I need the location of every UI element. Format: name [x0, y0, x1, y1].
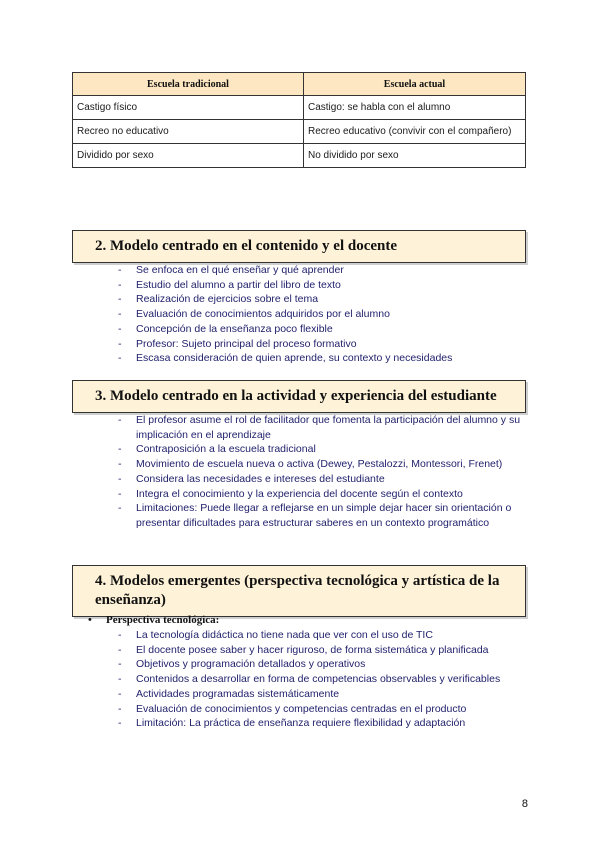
table-cell: Recreo educativo (convivir con el compañero)	[304, 120, 526, 144]
list-item: - Contenidos a desarrollar en forma de competencias observables y verificables	[118, 672, 533, 687]
list-item: - Movimiento de escuela nueva o activa (Dewey, Pestalozzi, Montessori, Frenet)	[118, 457, 533, 472]
list-item: - Actividades programadas sistemáticamente	[118, 687, 533, 702]
list-item: - Integra el conocimiento y la experiencia del docente según el contexto	[118, 487, 533, 502]
subtitle-text: Perspectiva tecnológica:	[106, 614, 220, 626]
bullet-icon: •	[88, 614, 92, 626]
table-cell: Recreo no educativo	[73, 120, 304, 144]
table-header-current: Escuela actual	[304, 73, 526, 96]
table-row	[73, 120, 526, 144]
list-item: - Evaluación de conocimientos adquiridos por el alumno	[118, 307, 533, 322]
page-number: 8	[521, 798, 528, 810]
list-item: - Considera las necesidades e intereses del estudiante	[118, 472, 533, 487]
list-item: - Realización de ejercicios sobre el tema	[118, 292, 533, 307]
list-item: - Limitaciones: Puede llegar a reflejarse en un simple dejar hacer sin orientación o presentar dificultades para estructurar saberes en un contexto programático	[118, 501, 533, 530]
list-item: - Objetivos y programación detallados y operativos	[118, 657, 533, 672]
table-header-traditional: Escuela tradicional	[73, 73, 304, 96]
list-item: - Profesor: Sujeto principal del proceso formativo	[118, 337, 533, 352]
table-cell: Castigo: se habla con el alumno	[304, 96, 526, 120]
list-item: - Limitación: La práctica de enseñanza requiere flexibilidad y adaptación	[118, 716, 533, 731]
list-item: - Evaluación de conocimientos y competencias centradas en el producto	[118, 702, 533, 717]
table-row	[73, 96, 526, 120]
section-3-list	[118, 413, 533, 531]
list-item: - El docente posee saber y hacer riguroso, de forma sistemática y planificada	[118, 643, 533, 658]
list-item: - Escasa consideración de quien aprende, su contexto y necesidades	[118, 351, 533, 366]
list-item: - Concepción de la enseñanza poco flexible	[118, 322, 533, 337]
section-3-heading: 3. Modelo centrado en la actividad y experiencia del estudiante	[72, 380, 526, 413]
list-item: - Contraposición a la escuela tradicional	[118, 442, 533, 457]
table-row	[73, 144, 526, 168]
list-item: - Estudio del alumno a partir del libro de texto	[118, 278, 533, 293]
section-2-heading: 2. Modelo centrado en el contenido y el docente	[72, 230, 526, 263]
comparison-table	[72, 72, 526, 168]
table-cell: Castigo físico	[73, 96, 304, 120]
table-header-row	[73, 73, 526, 96]
section-4-heading: 4. Modelos emergentes (perspectiva tecnológica y artística de la enseñanza)	[72, 565, 526, 617]
table-cell: No dividido por sexo	[304, 144, 526, 168]
section-2-list	[118, 263, 533, 366]
list-item: - La tecnología didáctica no tiene nada que ver con el uso de TIC	[118, 628, 533, 643]
technology-perspective-title	[88, 614, 219, 626]
list-item: - El profesor asume el rol de facilitador que fomenta la participación del alumno y su implicación en el aprendizaje	[118, 413, 533, 442]
section-4-list	[118, 628, 533, 731]
table-cell: Dividido por sexo	[73, 144, 304, 168]
list-item: - Se enfoca en el qué enseñar y qué aprender	[118, 263, 533, 278]
